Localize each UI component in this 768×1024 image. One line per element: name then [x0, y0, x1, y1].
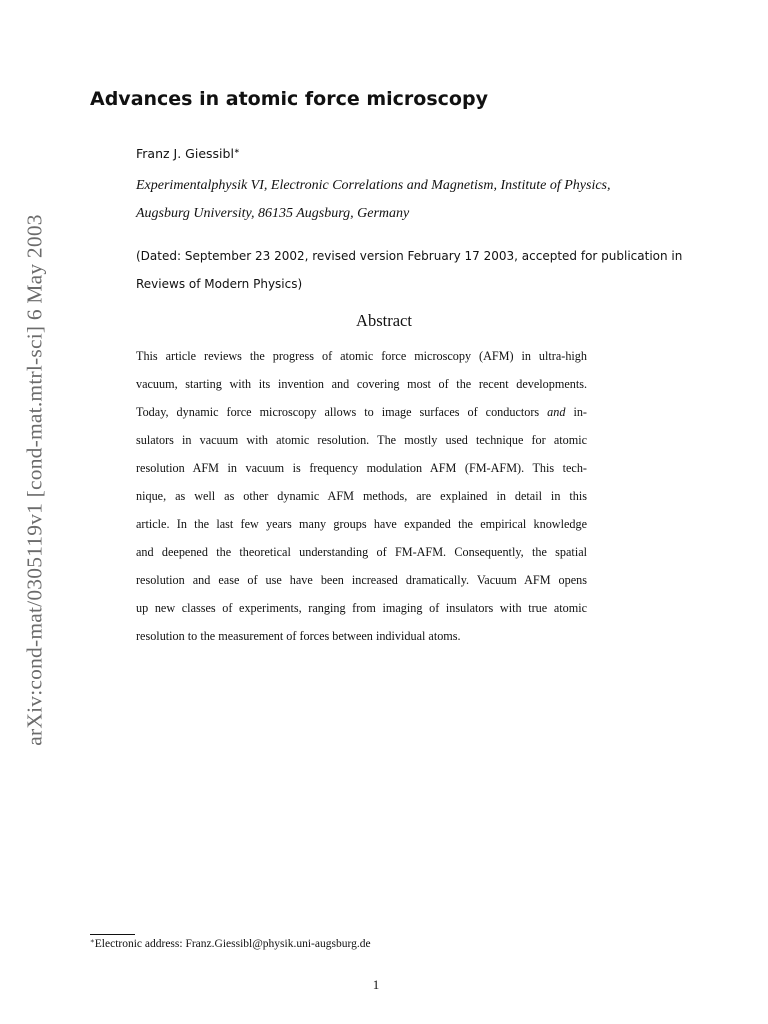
abstract-text: in-: [565, 405, 587, 419]
abstract-line: resolution AFM in vacuum is frequency modulation AFM (FM-AFM). This tech-: [136, 461, 587, 475]
affiliation-line-1: Experimentalphysik VI, Electronic Correlations and Magnetism, Institute of Physics,: [136, 178, 611, 193]
footnote-rule: [90, 934, 135, 935]
footnote: [90, 937, 371, 950]
abstract-heading: Abstract: [356, 311, 412, 330]
abstract-line: vacuum, starting with its invention and covering most of the recent developments.: [136, 377, 587, 391]
footnote-text: Electronic address: Franz.Giessibl@physik.uni-augsburg.de: [94, 938, 371, 950]
abstract-emphasis: and: [547, 405, 566, 419]
paper-title: Advances in atomic force microscopy: [90, 88, 488, 110]
dated-line-2: Reviews of Modern Physics): [136, 277, 303, 291]
abstract-line: resolution to the measurement of forces between individual atoms.: [136, 629, 461, 643]
abstract-line: sulators in vacuum with atomic resolution. The mostly used technique for atomic: [136, 433, 587, 447]
abstract-text: Today, dynamic force microscopy allows to image surfaces of conductors: [136, 405, 548, 419]
arxiv-identifier-stamp: arXiv:cond-mat/0305119v1 [cond-mat.mtrl-sci] 6 May 2003: [22, 214, 47, 746]
abstract-line: article. In the last few years many groups have expanded the empirical knowledge: [136, 517, 587, 531]
page-number: 1: [372, 977, 380, 992]
footnote-mark: ∗: [90, 937, 95, 945]
abstract-line: [136, 405, 587, 420]
author-footnote-mark: ∗: [233, 147, 240, 155]
abstract-line: This article reviews the progress of atomic force microscopy (AFM) in ultra-high: [136, 349, 587, 363]
dated-line-1: (Dated: September 23 2002, revised version February 17 2003, accepted for publication in: [136, 249, 683, 263]
abstract-line: up new classes of experiments, ranging from imaging of insulators with true atomic: [136, 601, 587, 615]
abstract-line: and deepened the theoretical understanding of FM-AFM. Consequently, the spatial: [136, 545, 587, 559]
abstract-line: nique, as well as other dynamic AFM methods, are explained in detail in this: [136, 489, 587, 503]
author-line: [136, 146, 240, 161]
affiliation-line-2: Augsburg University, 86135 Augsburg, Germany: [136, 206, 410, 221]
abstract-line: resolution and ease of use have been increased dramatically. Vacuum AFM opens: [136, 573, 587, 587]
author-name: Franz J. Giessibl: [136, 146, 234, 161]
